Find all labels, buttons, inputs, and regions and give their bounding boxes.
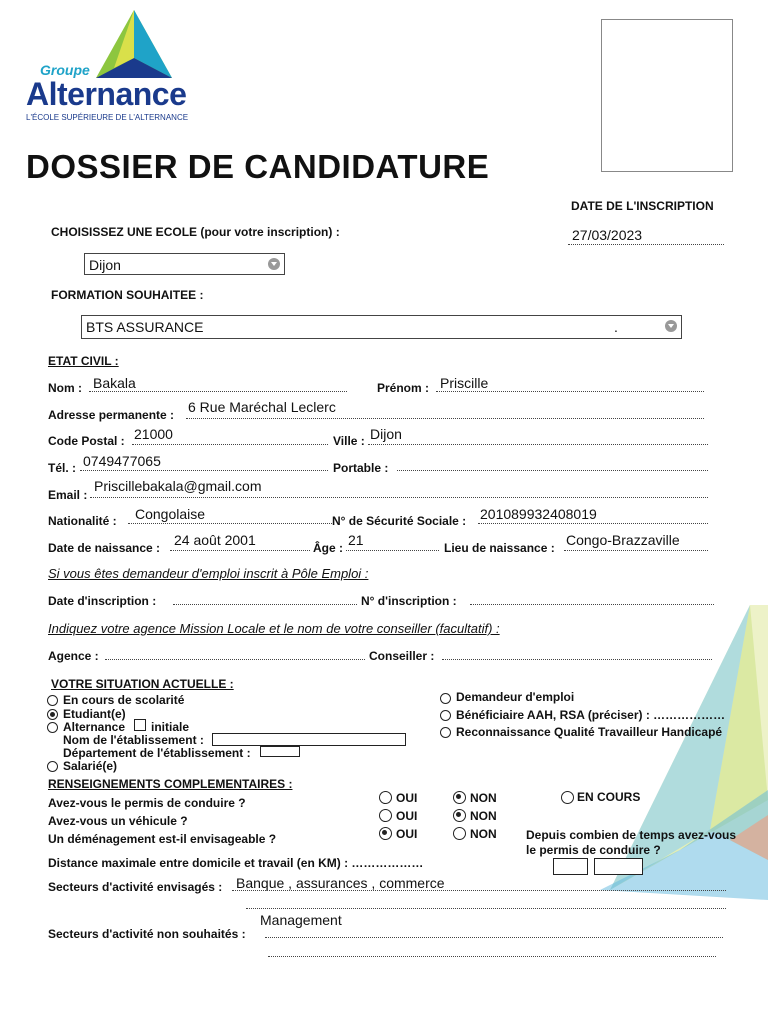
formation-label: FORMATION SOUHAITEE : — [51, 288, 204, 302]
radio-scolarite[interactable] — [47, 695, 58, 706]
radio-vehicule-oui[interactable] — [379, 809, 392, 822]
radio-aah[interactable] — [440, 710, 451, 721]
ecole-label: CHOISISSEZ UNE ECOLE (pour votre inscription) : — [51, 225, 340, 239]
conseiller-label: Conseiller : — [369, 649, 435, 663]
prenom-label: Prénom : — [377, 381, 430, 395]
pole-emploi-heading: Si vous êtes demandeur d'emploi inscrit à Pôle Emploi : — [48, 566, 369, 581]
vehicule-non-label: NON — [470, 809, 497, 823]
depuis-input-2[interactable] — [594, 858, 643, 875]
alternance-label: Alternance — [63, 720, 126, 734]
radio-permis-non[interactable] — [453, 791, 466, 804]
secteurs-value[interactable]: Banque , assurances , commerce — [236, 875, 445, 891]
secu-value[interactable]: 201089932408019 — [480, 506, 597, 522]
logo-triangle-icon — [94, 8, 174, 80]
email-value[interactable]: Priscillebakala@gmail.com — [94, 478, 262, 494]
naissance-label: Date de naissance : — [48, 541, 161, 555]
permis-non-label: NON — [470, 791, 497, 805]
email-line — [90, 497, 708, 498]
adresse-label: Adresse permanente : — [48, 408, 175, 422]
permis-label: Avez-vous le permis de conduire ? — [48, 796, 246, 810]
agence-line — [105, 659, 365, 660]
distance-label: Distance maximale entre domicile et travail (en KM) : ……………… — [48, 856, 424, 870]
radio-vehicule-non[interactable] — [453, 809, 466, 822]
permis-oui-label: OUI — [396, 791, 418, 805]
radio-salarie[interactable] — [47, 761, 58, 772]
ville-label: Ville : — [333, 434, 365, 448]
tel-value[interactable]: 0749477065 — [83, 453, 161, 469]
agence-label: Agence : — [48, 649, 99, 663]
rqth-label: Reconnaissance Qualité Travailleur Handicapé — [456, 725, 723, 739]
radio-etudiant[interactable] — [47, 709, 58, 720]
ville-value[interactable]: Dijon — [370, 426, 402, 442]
logo — [22, 8, 212, 128]
radio-permis-en-cours[interactable] — [561, 791, 574, 804]
nom-value[interactable]: Bakala — [93, 375, 136, 391]
non-souhaites-label: Secteurs d'activité non souhaités : — [48, 927, 246, 941]
formation-select-value: BTS ASSURANCE — [86, 319, 204, 335]
age-value[interactable]: 21 — [348, 532, 364, 548]
tel-label: Tél. : — [48, 461, 77, 475]
non-souhaites-line-2 — [268, 956, 716, 957]
pe-num-label: N° d'inscription : — [361, 594, 457, 608]
nom-line — [89, 391, 347, 392]
cp-line — [132, 444, 328, 445]
adresse-value[interactable]: 6 Rue Maréchal Leclerc — [188, 399, 336, 415]
vehicule-label: Avez-vous un véhicule ? — [48, 814, 188, 828]
age-line — [346, 550, 439, 551]
formation-select[interactable] — [81, 315, 682, 339]
radio-rqth[interactable] — [440, 727, 451, 738]
aah-label: Bénéficiaire AAH, RSA (préciser) : ……………… — [456, 708, 726, 722]
chevron-down-icon — [268, 258, 280, 270]
cp-label: Code Postal : — [48, 434, 125, 448]
etab-dep-label: Département de l'établissement : — [63, 746, 251, 760]
depuis-label: Depuis combien de temps avez-vous — [526, 828, 737, 842]
nationalite-line — [128, 523, 332, 524]
lieu-label: Lieu de naissance : — [444, 541, 555, 555]
permis-en-cours-label: EN COURS — [577, 790, 641, 804]
lieu-value[interactable]: Congo-Brazzaville — [566, 532, 680, 548]
etab-dep-input[interactable] — [260, 746, 300, 757]
radio-permis-oui[interactable] — [379, 791, 392, 804]
etat-civil-heading: ETAT CIVIL : — [48, 354, 119, 368]
conseiller-line — [442, 659, 712, 660]
situation-heading: VOTRE SITUATION ACTUELLE : — [51, 677, 234, 691]
logo-tagline: L'ÉCOLE SUPÉRIEURE DE L'ALTERNANCE — [26, 113, 189, 122]
demenagement-oui-label: OUI — [396, 827, 418, 841]
radio-demandeur[interactable] — [440, 693, 451, 704]
nom-label: Nom : — [48, 381, 82, 395]
demenagement-non-label: NON — [470, 827, 497, 841]
chevron-down-icon — [665, 320, 677, 332]
secu-line — [478, 523, 708, 524]
radio-alternance[interactable] — [47, 722, 58, 733]
pe-num-line — [470, 604, 714, 605]
secteurs-line-2 — [246, 908, 726, 909]
nationalite-value[interactable]: Congolaise — [135, 506, 206, 522]
prenom-line — [436, 391, 704, 392]
naissance-line — [170, 550, 310, 551]
page-title: DOSSIER DE CANDIDATURE — [26, 148, 490, 185]
portable-line — [397, 470, 708, 471]
initiale-checkbox[interactable] — [134, 719, 146, 731]
etudiant-label: Etudiant(e) — [63, 707, 126, 721]
secteurs-label: Secteurs d'activité envisagés : — [48, 880, 223, 894]
age-label: Âge : — [313, 541, 343, 555]
non-souhaites-line — [265, 937, 723, 938]
ville-line — [368, 444, 708, 445]
date-inscription-line — [568, 244, 724, 245]
vehicule-oui-label: OUI — [396, 809, 418, 823]
prenom-value[interactable]: Priscille — [440, 375, 489, 391]
formation-extra: . — [614, 319, 618, 335]
etab-nom-label: Nom de l'établissement : — [63, 733, 204, 747]
logo-name: Alternance — [26, 76, 187, 112]
depuis-input-1[interactable] — [553, 858, 588, 875]
nationalite-label: Nationalité : — [48, 514, 117, 528]
non-souhaites-value[interactable]: Management — [260, 912, 342, 928]
demandeur-label: Demandeur d'emploi — [456, 690, 575, 704]
scolarite-label: En cours de scolarité — [63, 693, 185, 707]
ecole-select-value: Dijon — [89, 257, 121, 273]
date-inscription-value[interactable]: 27/03/2023 — [572, 227, 643, 243]
etab-nom-input[interactable] — [212, 733, 406, 746]
demenagement-label: Un déménagement est-il envisageable ? — [48, 832, 277, 846]
pe-date-line — [173, 604, 357, 605]
email-label: Email : — [48, 488, 88, 502]
initiale-label: initiale — [151, 720, 190, 734]
cp-value[interactable]: 21000 — [134, 426, 173, 442]
ecole-select[interactable] — [84, 253, 285, 275]
photo-box[interactable] — [601, 19, 733, 172]
radio-demenagement-non[interactable] — [453, 827, 466, 840]
logo-group: Groupe — [40, 62, 90, 78]
tel-line — [80, 470, 328, 471]
lieu-line — [564, 550, 708, 551]
portable-label: Portable : — [333, 461, 389, 475]
mission-locale-heading: Indiquez votre agence Mission Locale et le nom de votre conseiller (facultatif) : — [48, 621, 500, 636]
radio-demenagement-oui[interactable] — [379, 827, 392, 840]
adresse-line — [186, 418, 704, 419]
pe-date-label: Date d'inscription : — [48, 594, 157, 608]
naissance-value[interactable]: 24 août 2001 — [174, 532, 256, 548]
salarie-label: Salarié(e) — [63, 759, 118, 773]
depuis-label-2: le permis de conduire ? — [526, 843, 661, 857]
date-inscription-label: DATE DE L'INSCRIPTION — [571, 199, 714, 213]
secteurs-line — [232, 890, 726, 891]
renseignements-heading: RENSEIGNEMENTS COMPLEMENTAIRES : — [48, 777, 293, 791]
secu-label: N° de Sécurité Sociale : — [332, 514, 467, 528]
